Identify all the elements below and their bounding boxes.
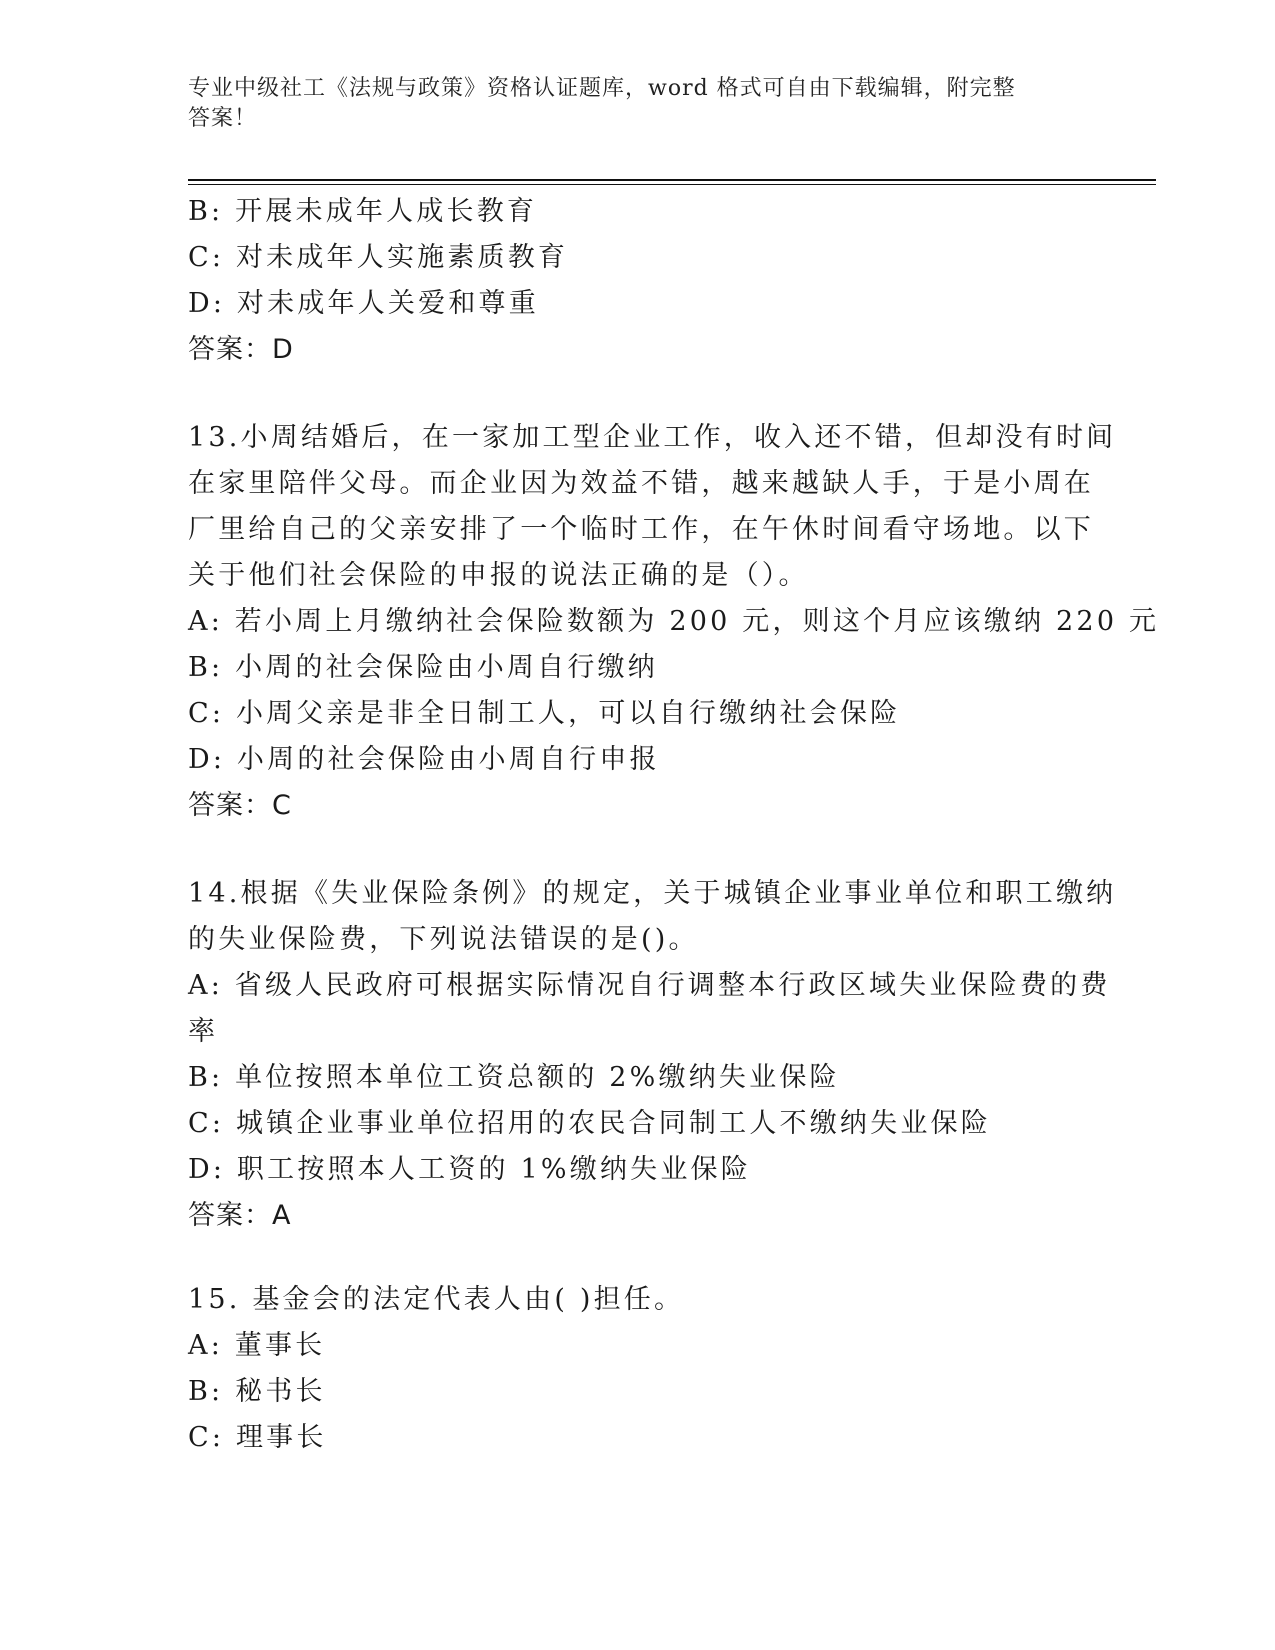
option-c: C: 理事长 — [188, 1422, 327, 1453]
spacer — [188, 829, 1088, 871]
spacer — [188, 373, 1088, 415]
option-d: D: 对未成年人关爱和尊重 — [188, 288, 539, 319]
option-a: A: 若小周上月缴纳社会保险数额为 200 元，则这个月应该缴纳 220 元 — [188, 606, 1160, 637]
question-stem-line: 的失业保险费，下列说法错误的是()。 — [188, 924, 699, 955]
option-b: B: 秘书长 — [188, 1376, 326, 1407]
header-text-line-2: 答案！ — [188, 106, 258, 131]
question-stem-line: 15. 基金会的法定代表人由( )担任。 — [188, 1284, 685, 1315]
header-text-line-1: 专业中级社工《法规与政策》资格认证题库，word 格式可自由下载编辑，附完整 — [188, 76, 1016, 101]
answer-line: 答案：D — [188, 334, 294, 365]
option-c: C: 城镇企业事业单位招用的农民合同制工人不缴纳失业保险 — [188, 1108, 991, 1139]
question-stem-line: 13.小周结婚后，在一家加工型企业工作，收入还不错，但却没有时间 — [188, 422, 1117, 453]
question-13 — [188, 415, 1160, 829]
option-b: B: 开展未成年人成长教育 — [188, 196, 538, 227]
option-c: C: 对未成年人实施素质教育 — [188, 242, 569, 273]
spacer — [188, 1239, 1088, 1277]
option-b: B: 小周的社会保险由小周自行缴纳 — [188, 652, 658, 683]
header-divider-thin — [188, 184, 1156, 185]
answer-line: 答案：A — [188, 1200, 292, 1231]
question-list — [188, 189, 1160, 1461]
option-a: A: 省级人民政府可根据实际情况自行调整本行政区域失业保险费的费 — [188, 970, 1111, 1001]
option-b: B: 单位按照本单位工资总额的 2%缴纳失业保险 — [188, 1062, 840, 1093]
header-divider-thick — [188, 179, 1156, 181]
question-14 — [188, 871, 1117, 1239]
question-stem-line: 厂里给自己的父亲安排了一个临时工作，在午休时间看守场地。以下 — [188, 514, 1094, 545]
question-stem-line: 关于他们社会保险的申报的说法正确的是（）。 — [188, 560, 809, 591]
question-15 — [188, 1277, 1088, 1461]
question-stem-line: 14.根据《失业保险条例》的规定，关于城镇企业事业单位和职工缴纳 — [188, 878, 1117, 909]
question-stem-line: 在家里陪伴父母。而企业因为效益不错，越来越缺人手，于是小周在 — [188, 468, 1094, 499]
option-a: A: 董事长 — [188, 1330, 326, 1361]
option-d: D: 职工按照本人工资的 1%缴纳失业保险 — [188, 1154, 751, 1185]
answer-line: 答案：C — [188, 790, 292, 821]
option-d: D: 小周的社会保险由小周自行申报 — [188, 744, 660, 775]
document-header — [188, 74, 1068, 134]
question-12-continued — [188, 189, 1088, 373]
option-c: C: 小周父亲是非全日制工人，可以自行缴纳社会保险 — [188, 698, 901, 729]
option-a-continued: 率 — [188, 1016, 219, 1047]
